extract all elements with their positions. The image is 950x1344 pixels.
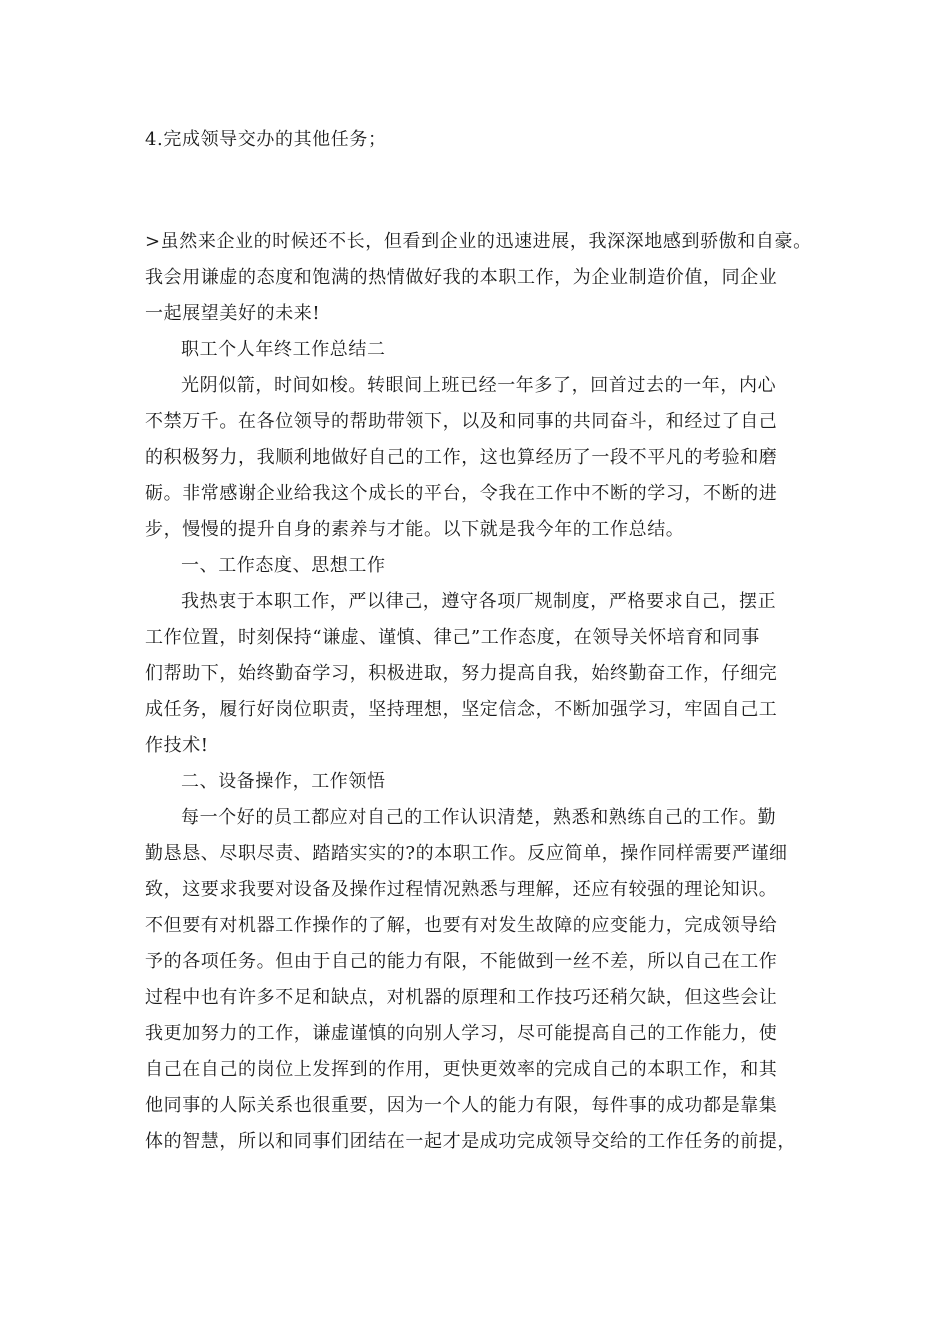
paragraph-line: 我更加努力的工作，谦虚谨慎的向别人学习，尽可能提高自己的工作能力，使 (145, 1023, 778, 1044)
section-title: 职工个人年终工作总结二 (181, 339, 386, 360)
heading-equipment: 二、设备操作，工作领悟 (181, 771, 386, 792)
intro-line: >虽然来企业的时候还不长，但看到企业的迅速进展，我深深地感到骄傲和自豪。 (145, 231, 812, 252)
paragraph-line: 予的各项任务。但由于自己的能力有限，不能做到一丝不差，所以自己在工作 (145, 951, 778, 972)
paragraph-line: 作技术! (145, 735, 209, 756)
paragraph-line: 勤恳恳、尽职尽责、踏踏实实的?的本职工作。反应简单，操作同样需要严谨细 (145, 843, 788, 864)
paragraph-line: 致，这要求我要对设备及操作过程情况熟悉与理解，还应有较强的理论知识。 (145, 879, 778, 900)
paragraph-line: 我热衷于本职工作，严以律己，遵守各项厂规制度，严格要求自己，摆正 (181, 591, 777, 612)
paragraph-line: 自己在自己的岗位上发挥到的作用，更快更效率的完成自己的本职工作，和其 (145, 1059, 778, 1080)
paragraph-line: 成任务，履行好岗位职责，坚持理想，坚定信念，不断加强学习，牢固自己工 (145, 699, 778, 720)
paragraph-line: 不禁万千。在各位领导的帮助带领下，以及和同事的共同奋斗，和经过了自己 (145, 411, 778, 432)
paragraph-line: 不但要有对机器工作操作的了解，也要有对发生故障的应变能力，完成领导给 (145, 915, 778, 936)
paragraph-line: 工作位置，时刻保持“谦虚、谨慎、律己”工作态度，在领导关怀培育和同事 (145, 627, 760, 648)
heading-attitude: 一、工作态度、思想工作 (181, 555, 386, 576)
list-item-4: 4.完成领导交办的其他任务； (145, 129, 387, 150)
intro-line: 我会用谦虚的态度和饱满的热情做好我的本职工作，为企业制造价值，同企业 (145, 267, 778, 288)
paragraph-line: 每一个好的员工都应对自己的工作认识清楚，熟悉和熟练自己的工作。勤 (181, 807, 777, 828)
paragraph-line: 光阴似箭，时间如梭。转眼间上班已经一年多了，回首过去的一年，内心 (181, 375, 777, 396)
paragraph-line: 过程中也有许多不足和缺点，对机器的原理和工作技巧还稍欠缺，但这些会让 (145, 987, 778, 1008)
paragraph-line: 砺。非常感谢企业给我这个成长的平台，令我在工作中不断的学习，不断的进 (145, 483, 778, 504)
paragraph-line: 体的智慧，所以和同事们团结在一起才是成功完成领导交给的工作任务的前提， (145, 1131, 796, 1152)
paragraph-line: 他同事的人际关系也很重要，因为一个人的能力有限，每件事的成功都是靠集 (145, 1095, 778, 1116)
intro-line: 一起展望美好的未来! (145, 303, 321, 324)
paragraph-line: 的积极努力，我顺利地做好自己的工作，这也算经历了一段不平凡的考验和磨 (145, 447, 778, 468)
paragraph-line: 步，慢慢的提升自身的素养与才能。以下就是我今年的工作总结。 (145, 519, 685, 540)
paragraph-line: 们帮助下，始终勤奋学习，积极进取，努力提高自我，始终勤奋工作，仔细完 (145, 663, 778, 684)
